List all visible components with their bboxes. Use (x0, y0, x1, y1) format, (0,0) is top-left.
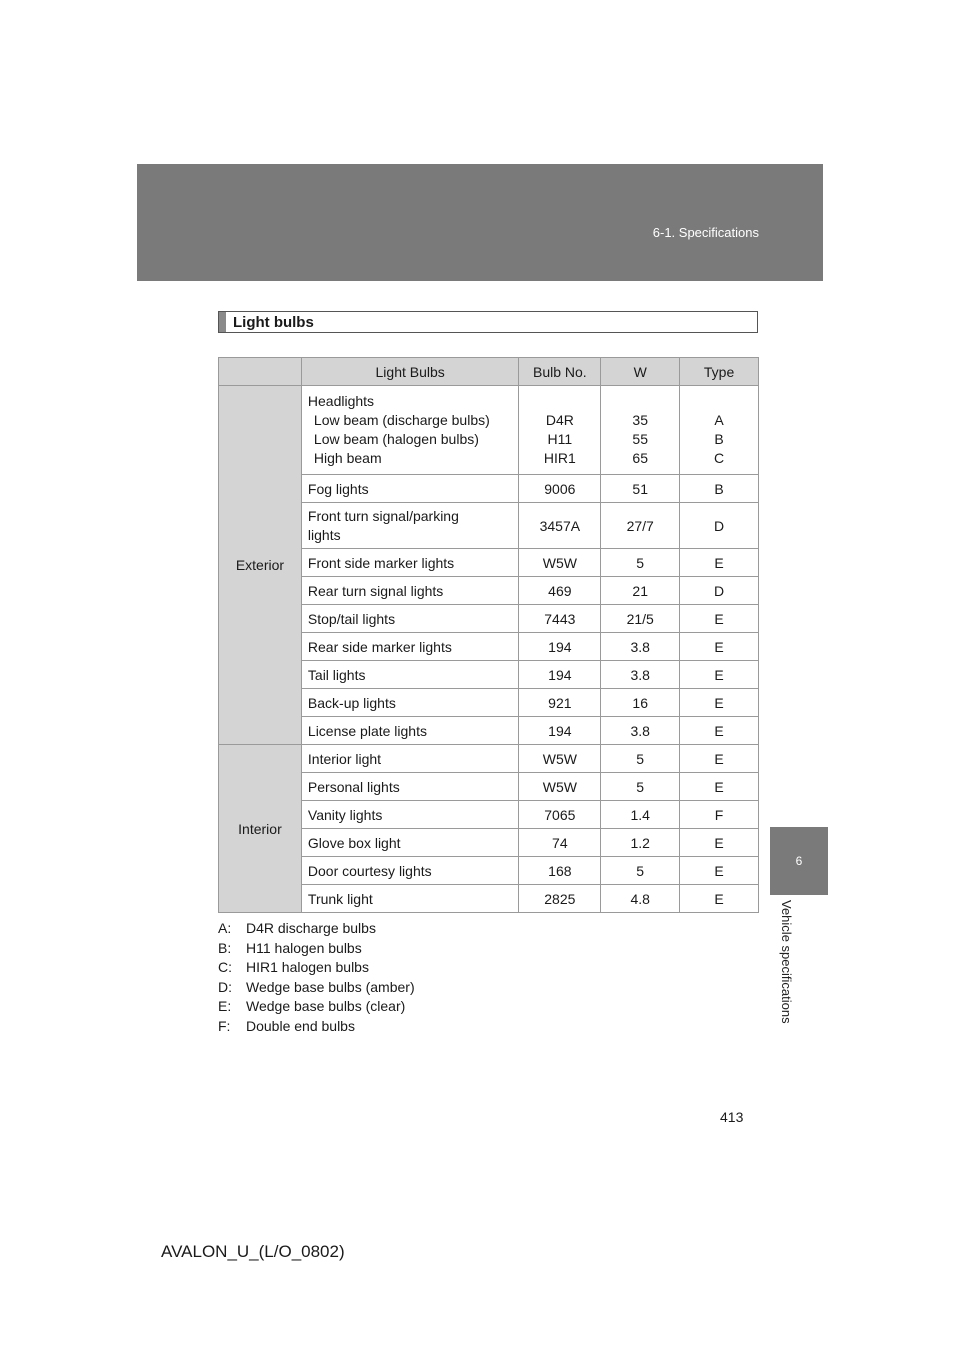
bulb-name-cell: Fog lights (301, 475, 519, 503)
type-line: A (714, 412, 724, 428)
bulb-type-legend (218, 919, 415, 1036)
type-line: B (714, 431, 724, 447)
legend-key: D: (218, 978, 232, 995)
bulb-name-line: Headlights (307, 393, 375, 409)
bulb-name-cell: Vanity lights (301, 801, 519, 829)
section-header: 6-1. Specifications (652, 225, 759, 240)
bulb-name-line: High beam (313, 450, 382, 466)
chapter-number: 6 (795, 854, 803, 868)
bulb-name-cell (301, 386, 519, 475)
bulb-name-cell: Door courtesy lights (301, 857, 519, 885)
type-cell: E (680, 661, 759, 689)
document-code: AVALON_U_(L/O_0802) (161, 1242, 345, 1261)
type-cell: E (680, 633, 759, 661)
header-cell: W (601, 358, 680, 386)
bulb-name-cell: License plate lights (301, 717, 519, 745)
legend-item (218, 997, 415, 1017)
legend-item (218, 978, 415, 998)
bulb-number-cell: 194 (519, 633, 601, 661)
legend-key: F: (218, 1017, 231, 1034)
legend-item (218, 958, 415, 978)
bulb-number-cell: 194 (519, 717, 601, 745)
wattage-line (607, 392, 673, 411)
bulb-name-cell: Personal lights (301, 773, 519, 801)
type-cell: E (680, 829, 759, 857)
wattage-cell: 3.8 (601, 633, 680, 661)
legend-item (218, 919, 415, 939)
bulb-name-line: Front turn signal/parking (307, 507, 459, 524)
type-cell (680, 386, 759, 475)
wattage-cell: 4.8 (601, 885, 680, 913)
type-cell: D (680, 577, 759, 605)
header-cell (219, 358, 302, 386)
wattage-cell: 16 (601, 689, 680, 717)
bulb-number-line: D4R (545, 412, 574, 428)
wattage-cell: 5 (601, 745, 680, 773)
type-cell: D (680, 503, 759, 549)
bulb-number-cell: 7443 (519, 605, 601, 633)
bulb-number-line: H11 (547, 431, 573, 447)
wattage-line: 55 (632, 431, 648, 447)
table-row (219, 386, 759, 475)
header-band (137, 164, 823, 281)
wattage-cell: 5 (601, 549, 680, 577)
page-number: 413 (720, 1109, 744, 1125)
bulb-name-line: Low beam (halogen bulbs) (313, 431, 479, 447)
legend-text: Wedge base bulbs (clear) (246, 998, 406, 1014)
bulb-name-cell: Tail lights (301, 661, 519, 689)
legend-text: HIR1 halogen bulbs (246, 959, 369, 975)
bulb-name-cell: Rear turn signal lights (301, 577, 519, 605)
group-label-interior: Interior (219, 745, 302, 913)
wattage-cell: 5 (601, 773, 680, 801)
wattage-cell: 1.2 (601, 829, 680, 857)
type-cell: F (680, 801, 759, 829)
legend-item (218, 939, 415, 959)
bulb-number-line: HIR1 (543, 450, 576, 466)
wattage-line: 35 (632, 412, 648, 428)
wattage-cell: 51 (601, 475, 680, 503)
legend-key: E: (218, 998, 232, 1014)
legend-key: B: (218, 939, 232, 956)
bulb-name-cell: Interior light (301, 745, 519, 773)
legend-text: H11 halogen bulbs (246, 939, 362, 956)
bulb-number-cell: 921 (519, 689, 601, 717)
bulb-number-cell: W5W (519, 549, 601, 577)
bulb-number-cell: W5W (519, 773, 601, 801)
bulb-number-cell (519, 386, 601, 475)
section-title-box (218, 311, 758, 333)
bulb-number-cell: 194 (519, 661, 601, 689)
chapter-tab (770, 827, 828, 895)
header-cell: Bulb No. (519, 358, 601, 386)
table-row (219, 745, 759, 773)
type-cell: E (680, 885, 759, 913)
section-title-bar (219, 312, 226, 332)
bulb-name-cell: Back-up lights (301, 689, 519, 717)
bulb-name-cell: Glove box light (301, 829, 519, 857)
bulb-number-cell: W5W (519, 745, 601, 773)
legend-item (218, 1017, 415, 1037)
type-cell: E (680, 745, 759, 773)
bulb-name-cell: Trunk light (301, 885, 519, 913)
bulb-name-line: lights (307, 526, 341, 543)
bulb-name-cell: Rear side marker lights (301, 633, 519, 661)
wattage-cell (601, 386, 680, 475)
type-line: C (713, 450, 725, 466)
wattage-cell: 1.4 (601, 801, 680, 829)
bulb-number-cell: 74 (519, 829, 601, 857)
type-line (686, 392, 752, 411)
type-cell: E (680, 857, 759, 885)
wattage-cell: 3.8 (601, 717, 680, 745)
legend-key: C: (218, 959, 232, 975)
bulb-number-cell: 9006 (519, 475, 601, 503)
wattage-cell: 5 (601, 857, 680, 885)
bulb-name-line: Low beam (discharge bulbs) (313, 412, 490, 428)
type-cell: E (680, 773, 759, 801)
type-cell: E (680, 717, 759, 745)
legend-text: Wedge base bulbs (amber) (246, 978, 415, 995)
bulb-number-cell: 2825 (519, 885, 601, 913)
legend-key: A: (218, 920, 232, 936)
bulb-name-cell: Front side marker lights (301, 549, 519, 577)
bulb-number-cell: 3457A (519, 503, 601, 549)
section-title: Light bulbs (233, 314, 314, 331)
header-cell: Light Bulbs (301, 358, 519, 386)
type-cell: B (680, 475, 759, 503)
wattage-cell: 21/5 (601, 605, 680, 633)
header-cell: Type (680, 358, 759, 386)
wattage-cell: 3.8 (601, 661, 680, 689)
legend-text: D4R discharge bulbs (246, 920, 376, 936)
light-bulbs-table (218, 357, 759, 913)
table-header-row (219, 358, 759, 386)
wattage-cell: 27/7 (601, 503, 680, 549)
type-cell: E (680, 689, 759, 717)
chapter-label: Vehicle specifications (779, 900, 794, 1024)
bulb-number-line (525, 392, 594, 411)
bulb-number-cell: 7065 (519, 801, 601, 829)
group-label-exterior: Exterior (219, 386, 302, 745)
legend-text: Double end bulbs (246, 1017, 355, 1034)
bulb-number-cell: 168 (519, 857, 601, 885)
type-cell: E (680, 605, 759, 633)
wattage-cell: 21 (601, 577, 680, 605)
bulb-name-cell: Stop/tail lights (301, 605, 519, 633)
bulb-number-cell: 469 (519, 577, 601, 605)
bulb-name-cell (301, 503, 519, 549)
type-cell: E (680, 549, 759, 577)
wattage-line: 65 (632, 450, 648, 466)
